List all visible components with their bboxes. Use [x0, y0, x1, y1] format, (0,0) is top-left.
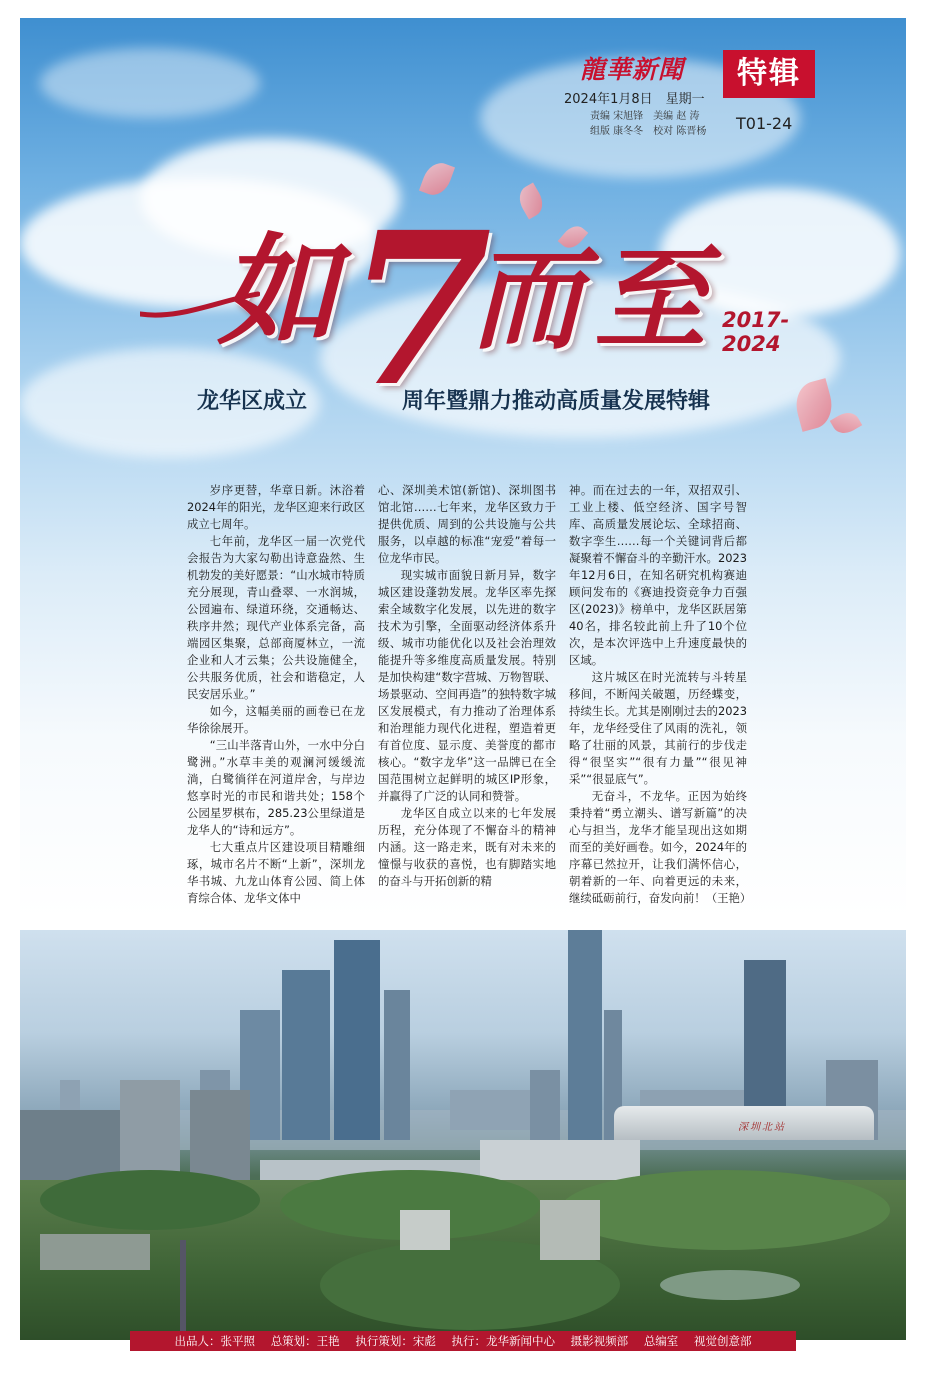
paragraph: 无奋斗，不龙华。正因为始终秉持着“勇立潮头、谱写新篇”的决心与担当，龙华才能呈现出这如期而至的美好画卷。如今，2024年的序幕已然拉开，让我们满怀信心，朝着新的一年、向着更远的未来，继续砥砺前行，奋发向前！（王艳） — [569, 789, 752, 905]
title-char-seven: 7 — [346, 186, 493, 433]
footer-exec-planner: 执行策划：宋彪 — [355, 1334, 436, 1348]
paragraph: 如今，这幅美丽的画卷已在龙华徐徐展开。 — [187, 704, 365, 735]
editor-credits: 责编 宋旭锋 美编 赵 涛 — [590, 111, 700, 122]
footer-executor: 执行：龙华新闻中心 — [451, 1334, 555, 1348]
article-column-2 — [378, 482, 556, 890]
paragraph: 神。而在过去的一年，双招双引、工业上楼、低空经济、国字号智库、高质量发展论坛、全球招商、数字孪生……每一个关键词背后都凝聚着不懈奋斗的辛勤汗水。2023年12月6日，在知名研究机构赛迪顾问发布的《赛迪投资竞争力百强区(2023)》榜单中，龙华区跃居第40名，排名较此前上升了10个位次，是本次评选中上升速度最快的区域。 — [569, 483, 747, 667]
paragraph: 七年前，龙华区一届一次党代会报告为大家勾勒出诗意盎然、生机勃发的美好愿景：“山水城市特质充分展现，青山叠翠、一水润城，公园遍布、绿道环绕，交通畅达、秩序井然；现代产业体系完备，高端园区集聚，总部商厦林立，一流企业和人才云集；公共设施健全，公共服务优质，社会和谐稳定，人民安居乐业。” — [187, 534, 365, 701]
article-column-1 — [187, 482, 365, 907]
station-roof — [614, 1106, 874, 1140]
footer-photo-dept: 摄影视频部 — [570, 1334, 629, 1348]
layout-credits: 组版 康冬冬 校对 陈晋杨 — [590, 126, 707, 137]
article-column-3 — [569, 482, 752, 907]
paragraph: 龙华区自成立以来的七年发展历程，充分体现了不懈奋斗的精神内涵。这一路走来，既有对未来的憧憬与收获的喜悦，也有脚踏实地的奋斗与开拓创新的精 — [378, 806, 556, 888]
paragraph: 现实城市面貌日新月异，数字城区建设蓬勃发展。龙华区率先探索全域数字化发展，以先进的数字技术为引擎，全面驱动经济体系升级、城市功能优化以及社会治理效能提升等多维度高质量发展。特别是加快构建“数字营城、万物智联、场景驱动、空间再造”的独特数字城区发展模式，有力推动了治理体系和治理能力现代化进程，塑造着更有首位度、显示度、美誉度的都市核心。“数字龙华”这一品牌已在全国范围树立起鲜明的城区IP形象，并赢得了广泛的认同和赞誉。 — [378, 568, 556, 803]
title-swoosh-icon — [140, 290, 260, 320]
title-char-ru: 如 — [218, 221, 338, 362]
paragraph: 这片城区在时光流转与斗转星移间，不断闯关破題，历经蝶变，持续生长。尤其是刚刚过去的2023年，龙华经受住了风雨的洗礼，领略了壮丽的风景，其前行的步伐走得“很坚实”“很有力量”“很见神采”“很显底气”。 — [569, 670, 747, 786]
city-skyline-photo — [20, 930, 906, 1340]
issue-date: 2024年1月8日 星期一 — [564, 92, 705, 107]
subtitle-right: 周年暨鼎力推动高质量发展特辑 — [402, 389, 711, 414]
paragraph: 心、深圳美术馆(新馆)、深圳图书馆北馆……七年来，龙华区致力于提供优质、周到的公共设施与公共服务，以卓越的标准“宠爱”着每一位龙华市民。 — [378, 483, 556, 565]
page-number: T01-24 — [736, 114, 793, 133]
masthead — [560, 48, 820, 144]
title-char-zhi: 至 — [594, 234, 706, 365]
paragraph: 七大重点片区建设项目精雕细琢，城市名片不断“上新”，深圳龙华书城、九龙山体育公园、简上体育综合体、龙华文体中 — [187, 840, 365, 905]
feature-title — [140, 186, 840, 470]
year-range: 2017-2024 — [722, 308, 790, 356]
credits-footer — [130, 1331, 796, 1351]
subtitle-left: 龙华区成立 — [197, 389, 308, 414]
paragraph: 岁序更替，华章日新。沐浴着2024年的阳光，龙华区迎来行政区成立七周年。 — [187, 483, 365, 531]
title-char-er: 而 — [470, 234, 582, 365]
footer-producer: 出品人：张平照 — [174, 1334, 256, 1348]
footer-chief-planner: 总策划：王艳 — [270, 1334, 340, 1348]
footer-visual: 视觉创意部 — [693, 1334, 752, 1348]
brand-logo: 龍華新聞 — [580, 55, 685, 84]
station-sign: 深圳北站 — [738, 1122, 786, 1133]
article-body — [187, 482, 752, 922]
footer-editorial: 总编室 — [643, 1334, 679, 1348]
special-edition-label: 特辑 — [723, 50, 815, 98]
paragraph: “三山半落青山外，一水中分白鹭洲。”水草丰美的观澜河缓缓流淌，白鹭徜徉在河道岸舍，与岸边悠享时光的市民和谐共处；158个公园星罗棋布，285.23公里绿道是龙华人的“诗和远方”。 — [187, 738, 365, 837]
